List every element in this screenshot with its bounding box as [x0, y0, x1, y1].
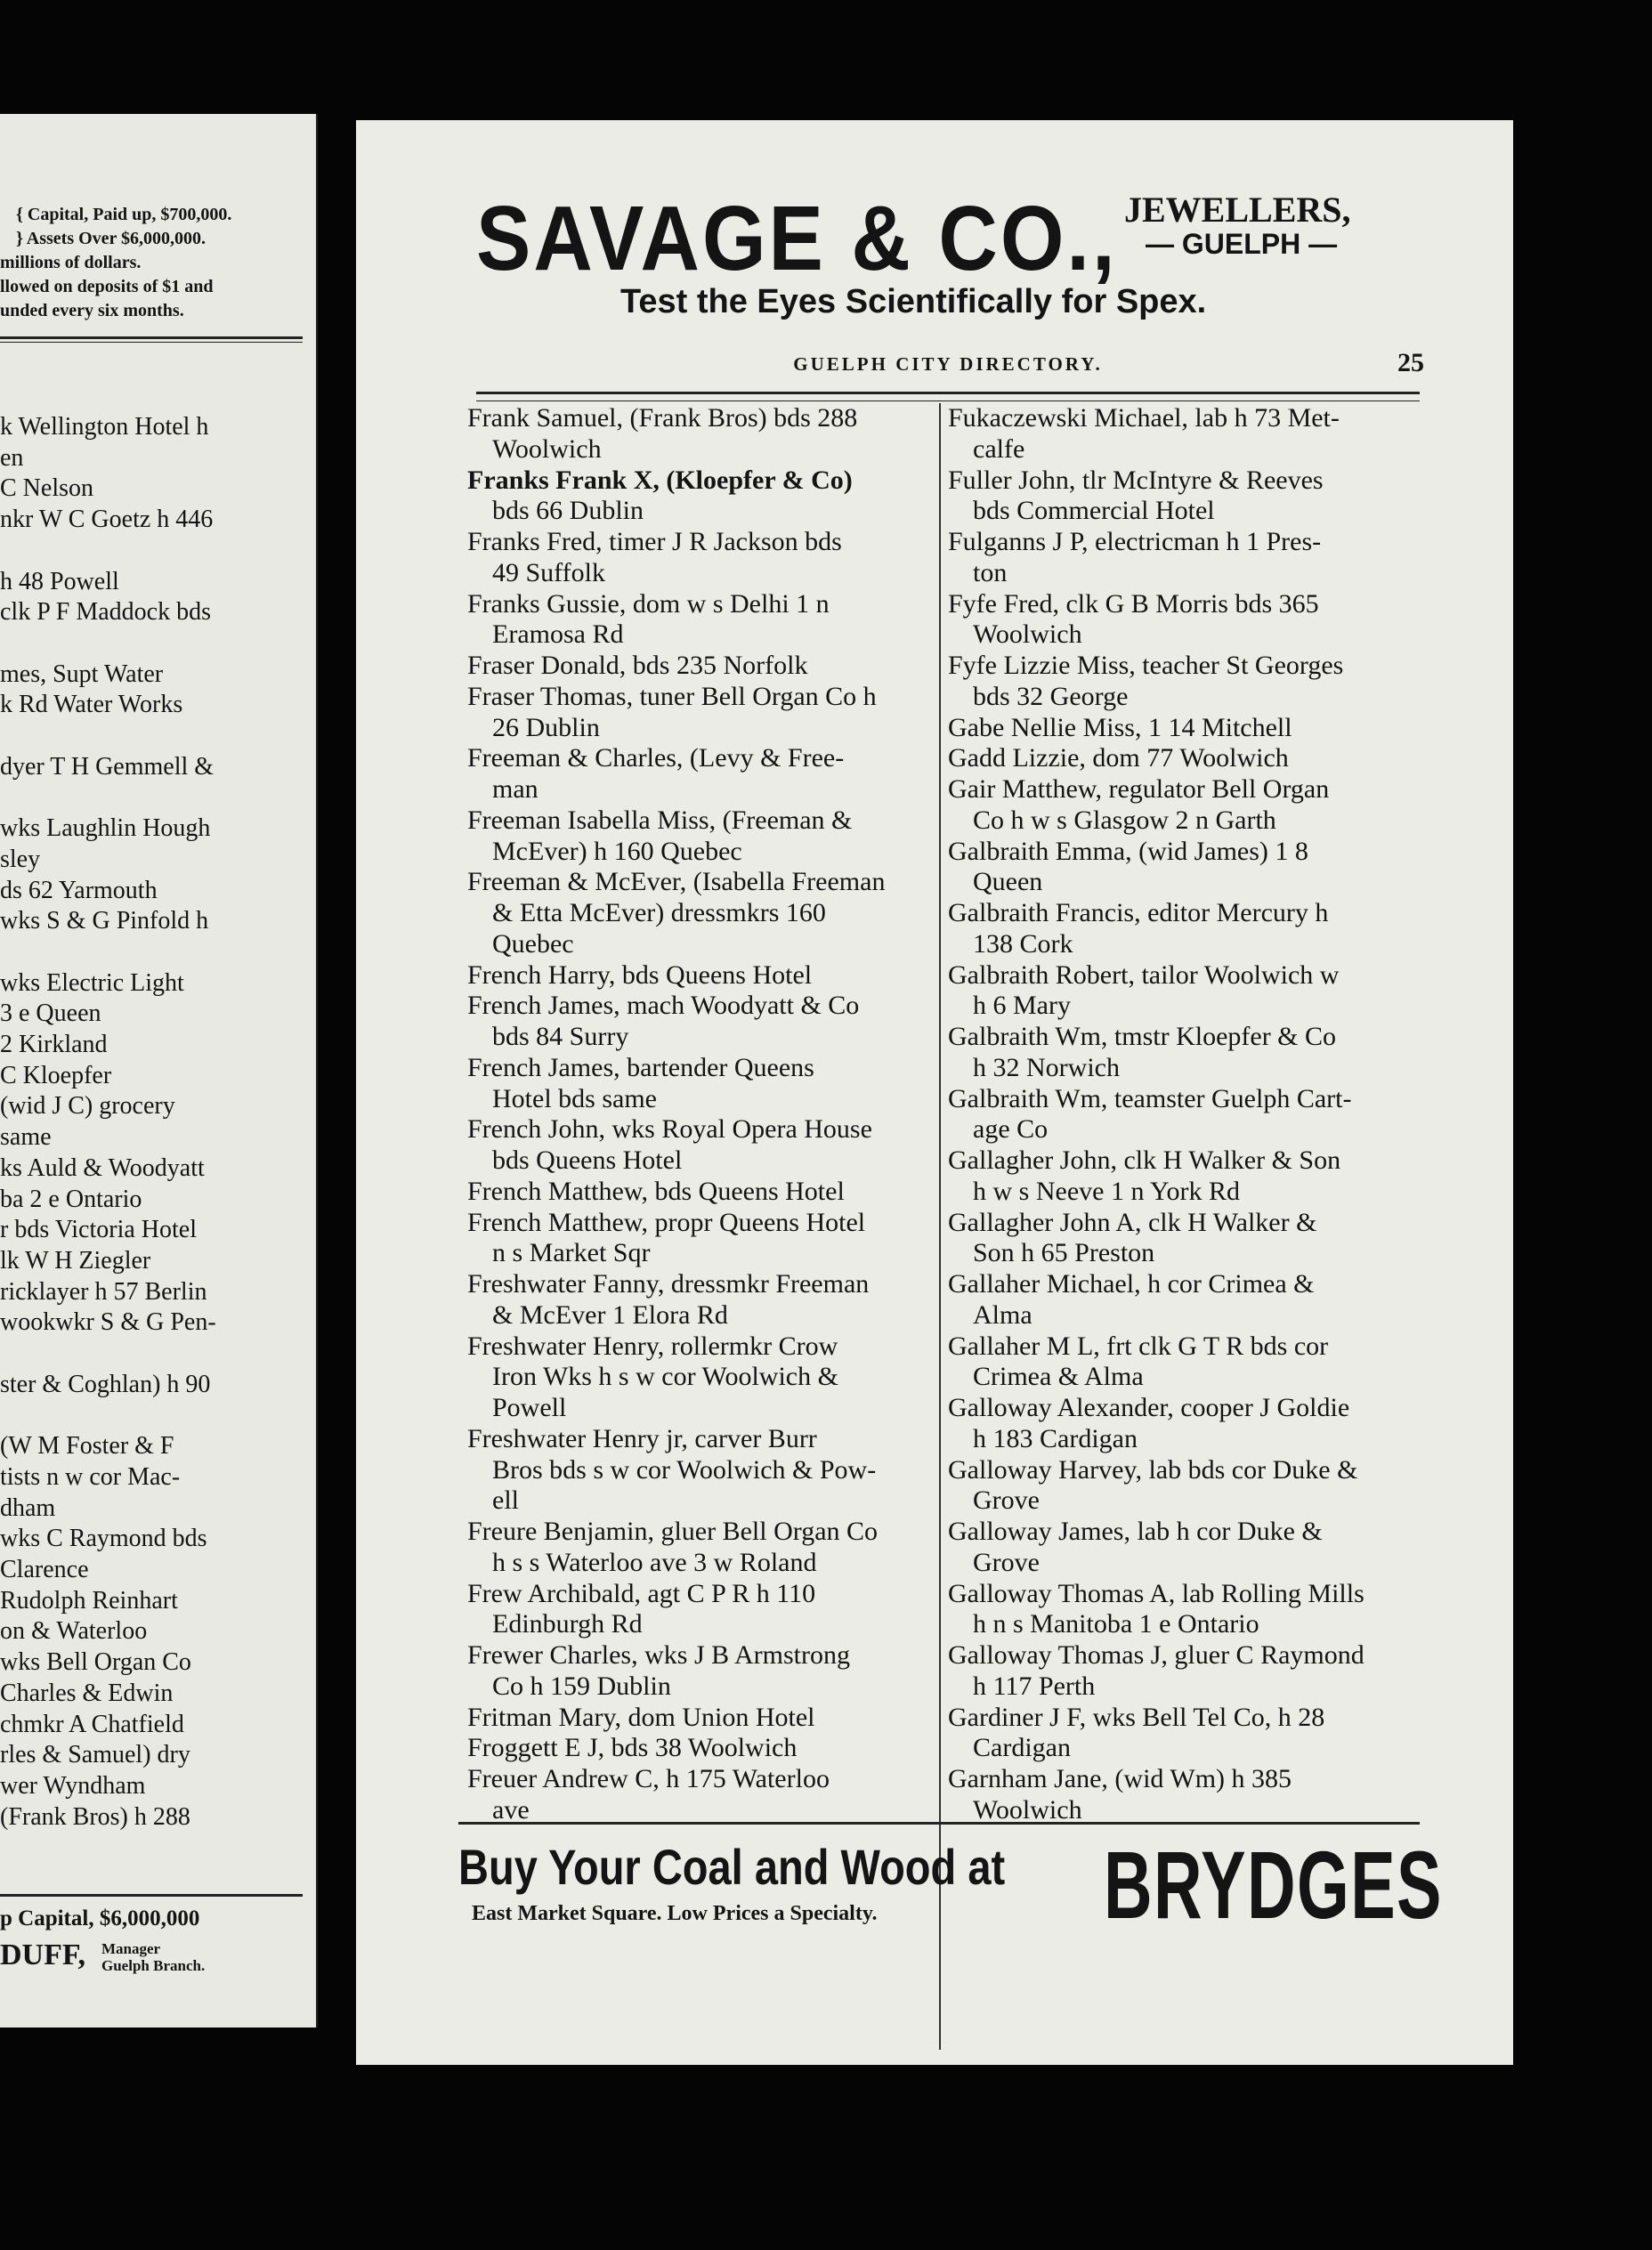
entry-continuation: n s Market Sqr — [492, 1238, 651, 1268]
left-fragment-line: lk W H Ziegler — [0, 1246, 151, 1275]
left-fragment-line: wks S & G Pinfold h — [0, 907, 209, 935]
entry-continuation: & Etta McEver) dressmkrs 160 — [492, 898, 826, 927]
entry-continuation: Powell — [492, 1393, 567, 1422]
manager-line: Manager — [101, 1940, 161, 1957]
entry-line: Galloway Harvey, lab bds cor Duke & — [948, 1454, 1358, 1485]
entry-line: Frank Samuel, (Frank Bros) bds 288 — [467, 403, 858, 433]
left-fragment-line — [0, 1339, 316, 1370]
bank-line: millions of dollars. — [0, 253, 142, 272]
entry-line: Freeman & Charles, (Levy & Free- — [467, 743, 845, 773]
directory-entry — [948, 1208, 1427, 1270]
directory-entry — [467, 1640, 946, 1703]
entry-line: Galbraith Francis, editor Mercury h — [948, 898, 1329, 927]
directory-entry — [948, 960, 1427, 1023]
entry-continuation: 49 Suffolk — [492, 557, 605, 587]
left-fragment-line: (Frank Bros) h 288 — [0, 1802, 190, 1831]
advert-city: — GUELPH — — [1146, 228, 1338, 260]
left-fragment-line — [0, 937, 316, 968]
left-fragment-line: wookwkr S & G Pen- — [0, 1308, 216, 1337]
entry-line: Garnham Jane, (wid Wm) h 385 — [948, 1764, 1292, 1793]
entry-line: Gabe Nellie Miss, 1 14 Mitchell — [948, 712, 1292, 742]
footer-advertisement — [458, 1829, 1443, 1938]
directory-entry — [948, 837, 1427, 899]
entry-continuation: Woolwich — [973, 619, 1082, 650]
directory-entry — [948, 1022, 1427, 1084]
entry-line: Gadd Lizzie, dom 77 Woolwich — [948, 743, 1289, 773]
directory-entry — [467, 527, 946, 589]
bank-line: unded every six months. — [0, 301, 184, 320]
left-fragment-line: wks C Raymond bds — [0, 1525, 207, 1553]
entry-line: Galbraith Wm, teamster Guelph Cart- — [948, 1083, 1352, 1113]
directory-entry — [948, 1331, 1427, 1394]
left-fragment-line: mes, Supt Water — [0, 660, 164, 688]
directory-entry — [948, 774, 1427, 837]
entry-line: Gair Matthew, regulator Bell Organ — [948, 774, 1330, 804]
entry-continuation: man — [492, 774, 539, 804]
directory-entry — [948, 1579, 1427, 1641]
left-directory-fragment — [0, 412, 316, 1833]
left-fragment-line: wks Electric Light — [0, 968, 184, 997]
entry-line: Fuller John, tlr McIntyre & Reeves — [948, 465, 1324, 495]
header-advertisement — [476, 187, 1437, 436]
entry-continuation: Alma — [973, 1299, 1032, 1330]
entry-continuation: bds Commercial Hotel — [973, 496, 1215, 526]
entry-continuation: Edinburgh Rd — [492, 1609, 643, 1639]
advert-jewellers: JEWELLERS, — [1124, 190, 1351, 230]
left-fragment-line: ricklayer h 57 Berlin — [0, 1277, 207, 1306]
directory-entry — [467, 403, 946, 465]
entry-line: Fritman Mary, dom Union Hotel — [467, 1702, 815, 1732]
entry-line: Fraser Donald, bds 235 Norfolk — [467, 651, 808, 680]
entry-line: Galbraith Robert, tailor Woolwich w — [948, 959, 1340, 990]
entry-line: Fulganns J P, electricman h 1 Pres- — [948, 527, 1322, 556]
entry-continuation: h n s Manitoba 1 e Ontario — [973, 1609, 1259, 1639]
entry-continuation: Co h 159 Dublin — [492, 1671, 671, 1701]
entry-line: Freuer Andrew C, h 175 Waterloo — [467, 1764, 830, 1793]
entry-line: Galloway Thomas A, lab Rolling Mills — [948, 1578, 1365, 1608]
directory-entry — [467, 1331, 946, 1424]
bank-line: } Assets Over $6,000,000. — [16, 229, 206, 248]
left-bank-notice — [0, 203, 316, 323]
entry-continuation: ell — [492, 1485, 519, 1516]
left-fragment-line: r bds Victoria Hotel — [0, 1216, 197, 1244]
left-fragment-line: chmkr A Chatfield — [0, 1710, 184, 1738]
directory-entry — [948, 1145, 1427, 1208]
header-rule — [476, 392, 1420, 394]
entry-line: Freshwater Fanny, dressmkr Freeman — [467, 1269, 870, 1299]
entry-line: Gallaher Michael, h cor Crimea & — [948, 1269, 1315, 1299]
left-fragment-line: k Rd Water Works — [0, 691, 183, 719]
entry-continuation: h 183 Cardigan — [973, 1423, 1138, 1453]
left-page-fragment — [0, 114, 318, 2027]
directory-entry — [467, 1764, 946, 1826]
left-fragment-line: k Wellington Hotel h — [0, 413, 209, 441]
entry-line: Fyfe Fred, clk G B Morris bds 365 — [948, 588, 1319, 619]
directory-entry — [948, 1084, 1427, 1146]
entry-line: Freshwater Henry, rollermkr Crow — [467, 1331, 838, 1361]
entry-continuation: Quebec — [492, 928, 574, 959]
directory-entry — [948, 1269, 1427, 1331]
entry-line: Gallagher John, clk H Walker & Son — [948, 1145, 1341, 1175]
left-fragment-line: C Kloepfer — [0, 1061, 112, 1089]
directory-entry — [467, 1424, 946, 1517]
entry-line: Franks Frank X, (Kloepfer & Co) — [467, 465, 853, 495]
entry-line: Freure Benjamin, gluer Bell Organ Co — [467, 1517, 879, 1546]
directory-entry — [467, 1177, 946, 1208]
entry-line: French James, mach Woodyatt & Co — [467, 991, 860, 1021]
entry-continuation: h 117 Perth — [973, 1671, 1096, 1701]
directory-entry — [467, 1579, 946, 1641]
entry-line: French Matthew, bds Queens Hotel — [467, 1176, 845, 1206]
left-fragment-line: sley — [0, 845, 41, 873]
entry-line: Gallaher M L, frt clk G T R bds cor — [948, 1331, 1329, 1361]
directory-entry — [467, 867, 946, 959]
left-fragment-line: 3 e Queen — [0, 1000, 101, 1028]
advert-market-line: East Market Square. Low Prices a Specialty. — [472, 1902, 878, 1925]
entry-continuation: Woolwich — [492, 433, 602, 464]
advert-tagline: Test the Eyes Scientifically for Spex. — [620, 283, 1207, 320]
entry-continuation: Grove — [973, 1547, 1040, 1577]
directory-entry — [948, 403, 1427, 465]
directory-entry — [467, 743, 946, 805]
left-fragment-line — [0, 782, 316, 813]
left-fragment-line: same — [0, 1123, 52, 1152]
entry-continuation: bds 66 Dublin — [492, 496, 644, 526]
left-fragment-line: nkr W C Goetz h 446 — [0, 506, 214, 534]
entry-continuation: bds Queens Hotel — [492, 1145, 683, 1175]
entry-continuation: h 6 Mary — [973, 991, 1071, 1021]
entry-continuation: bds 84 Surry — [492, 1022, 629, 1051]
left-fragment-line: clk P F Maddock bds — [0, 598, 211, 627]
directory-entry — [948, 743, 1427, 774]
entry-line: Galloway Alexander, cooper J Goldie — [948, 1393, 1350, 1422]
entry-continuation: 138 Cork — [973, 928, 1073, 959]
directory-entry — [467, 991, 946, 1053]
manager-line: Guelph Branch. — [101, 1957, 206, 1974]
bank-line: { Capital, Paid up, $700,000. — [16, 205, 232, 224]
left-fragment-line: ba 2 e Ontario — [0, 1185, 142, 1213]
entry-line: French John, wks Royal Opera House — [467, 1114, 872, 1145]
left-fragment-line: wer Wyndham — [0, 1771, 146, 1800]
directory-page — [356, 120, 1513, 2065]
entry-line: Frewer Charles, wks J B Armstrong — [467, 1640, 850, 1670]
entry-line: Galloway Thomas J, gluer C Raymond — [948, 1640, 1365, 1670]
directory-entry — [948, 1393, 1427, 1455]
entry-continuation: bds 32 George — [973, 681, 1129, 711]
entry-continuation: Co h w s Glasgow 2 n Garth — [973, 805, 1276, 835]
directory-entry — [467, 1517, 946, 1579]
left-fragment-line: C Nelson — [0, 474, 93, 503]
left-fragment-line: dham — [0, 1493, 56, 1522]
left-fragment-line: (W M Foster & F — [0, 1432, 174, 1461]
entry-line: French Harry, bds Queens Hotel — [467, 959, 813, 990]
entry-continuation: Queen — [973, 867, 1043, 897]
left-fragment-line: Charles & Edwin — [0, 1679, 174, 1707]
directory-entry — [467, 651, 946, 682]
left-fragment-line: rles & Samuel) dry — [0, 1741, 190, 1769]
directory-entry — [467, 682, 946, 744]
directory-entry — [467, 805, 946, 868]
left-footer-rule — [0, 1894, 303, 1897]
directory-entry — [948, 1455, 1427, 1518]
left-fragment-line: Clarence — [0, 1556, 89, 1584]
left-fragment-line: wks Bell Organ Co — [0, 1648, 191, 1677]
left-fragment-line — [0, 628, 316, 660]
entry-continuation: Woolwich — [973, 1794, 1082, 1825]
entry-line: French Matthew, propr Queens Hotel — [467, 1207, 866, 1237]
entry-continuation: Cardigan — [973, 1733, 1071, 1763]
entry-line: Freshwater Henry jr, carver Burr — [467, 1423, 817, 1453]
left-fragment-line: 2 Kirkland — [0, 1031, 108, 1059]
left-fragment-line: h 48 Powell — [0, 567, 119, 595]
entry-line: Fraser Thomas, tuner Bell Organ Co h — [467, 681, 877, 711]
left-fragment-line: wks Laughlin Hough — [0, 814, 211, 843]
left-fragment-line: (wid J C) grocery — [0, 1092, 175, 1121]
page-number: 25 — [1397, 348, 1424, 377]
entry-line: Fyfe Lizzie Miss, teacher St Georges — [948, 651, 1344, 680]
entry-continuation: Eramosa Rd — [492, 619, 624, 650]
entry-line: Galbraith Wm, tmstr Kloepfer & Co — [948, 1022, 1337, 1051]
directory-entry — [467, 1269, 946, 1331]
entry-continuation: Son h 65 Preston — [973, 1238, 1155, 1268]
directory-column-right — [948, 403, 1427, 1826]
entry-line: Gardiner J F, wks Bell Tel Co, h 28 — [948, 1702, 1325, 1732]
column-divider — [939, 403, 941, 2050]
directory-entry — [948, 465, 1427, 528]
directory-entry — [467, 1114, 946, 1177]
directory-entry — [467, 1208, 946, 1270]
entry-continuation: McEver) h 160 Quebec — [492, 836, 742, 866]
directory-entry — [948, 651, 1427, 713]
entry-line: French James, bartender Queens — [467, 1052, 814, 1082]
entry-continuation: h s s Waterloo ave 3 w Roland — [492, 1547, 817, 1577]
advert-coal-line: Buy Your Coal and Wood at — [458, 1839, 1006, 1895]
directory-entry — [948, 1517, 1427, 1579]
entry-line: Froggett E J, bds 38 Woolwich — [467, 1733, 798, 1763]
running-title: GUELPH CITY DIRECTORY. — [793, 353, 1103, 375]
entry-continuation: age Co — [973, 1114, 1049, 1145]
entry-continuation: h 32 Norwich — [973, 1052, 1120, 1082]
left-fragment-line: ds 62 Yarmouth — [0, 876, 158, 904]
left-manager-name: DUFF, — [0, 1938, 86, 1971]
directory-entry — [948, 527, 1427, 589]
left-fragment-line: en — [0, 443, 24, 472]
directory-entry — [948, 1764, 1427, 1826]
advert-brydges: BRYDGES — [1104, 1831, 1443, 1938]
entry-continuation: Bros bds s w cor Woolwich & Pow- — [492, 1454, 877, 1485]
left-capital-line: p Capital, $6,000,000 — [0, 1906, 200, 1930]
left-fragment-line: on & Waterloo — [0, 1617, 148, 1646]
entry-line: Freeman & McEver, (Isabella Freeman — [467, 867, 886, 897]
directory-entry — [948, 1703, 1427, 1765]
directory-entry — [467, 465, 946, 528]
left-manager-title — [101, 1940, 205, 1974]
directory-entry — [467, 1733, 946, 1764]
entry-line: Gallagher John A, clk H Walker & — [948, 1207, 1317, 1237]
directory-entry — [467, 1053, 946, 1115]
entry-continuation: Iron Wks h s w cor Woolwich & — [492, 1362, 838, 1392]
directory-entry — [948, 898, 1427, 960]
left-fragment-line — [0, 1401, 316, 1432]
entry-line: Galbraith Emma, (wid James) 1 8 — [948, 836, 1308, 866]
advert-brand: SAVAGE & CO., — [476, 188, 1118, 290]
entry-continuation: Hotel bds same — [492, 1083, 657, 1113]
entry-continuation: ave — [492, 1794, 530, 1825]
directory-column-left — [467, 403, 946, 1826]
directory-entry — [467, 589, 946, 652]
entry-line: Freeman Isabella Miss, (Freeman & — [467, 805, 853, 835]
directory-entry — [948, 589, 1427, 652]
entry-continuation: ton — [973, 557, 1008, 587]
directory-entry — [948, 713, 1427, 744]
left-fragment-line: ster & Coghlan) h 90 — [0, 1370, 211, 1398]
left-fragment-line: dyer T H Gemmell & — [0, 752, 215, 781]
entry-line: Franks Gussie, dom w s Delhi 1 n — [467, 588, 830, 619]
entry-continuation: & McEver 1 Elora Rd — [492, 1299, 728, 1330]
entry-continuation: Crimea & Alma — [973, 1362, 1144, 1392]
left-fragment-line: ks Auld & Woodyatt — [0, 1153, 205, 1182]
directory-entry — [467, 960, 946, 991]
entry-line: Frew Archibald, agt C P R h 110 — [467, 1578, 816, 1608]
entry-continuation: h w s Neeve 1 n York Rd — [973, 1176, 1240, 1206]
entry-continuation: 26 Dublin — [492, 712, 600, 742]
entry-line: Franks Fred, timer J R Jackson bds — [467, 527, 842, 556]
left-fragment-line: Rudolph Reinhart — [0, 1586, 178, 1615]
bank-line: llowed on deposits of $1 and — [0, 277, 214, 296]
entry-continuation: calfe — [973, 433, 1025, 464]
footer-rule — [458, 1822, 1420, 1825]
directory-entry — [467, 1703, 946, 1734]
directory-entry — [948, 1640, 1427, 1703]
entry-line: Fukaczewski Michael, lab h 73 Met- — [948, 403, 1340, 433]
left-divider-rule — [0, 336, 303, 343]
left-fragment-line — [0, 721, 316, 752]
left-fragment-line — [0, 536, 316, 567]
entry-line: Galloway James, lab h cor Duke & — [948, 1517, 1323, 1546]
left-fragment-line: tists n w cor Mac- — [0, 1462, 181, 1491]
entry-continuation: Grove — [973, 1485, 1040, 1516]
running-head — [476, 348, 1424, 387]
